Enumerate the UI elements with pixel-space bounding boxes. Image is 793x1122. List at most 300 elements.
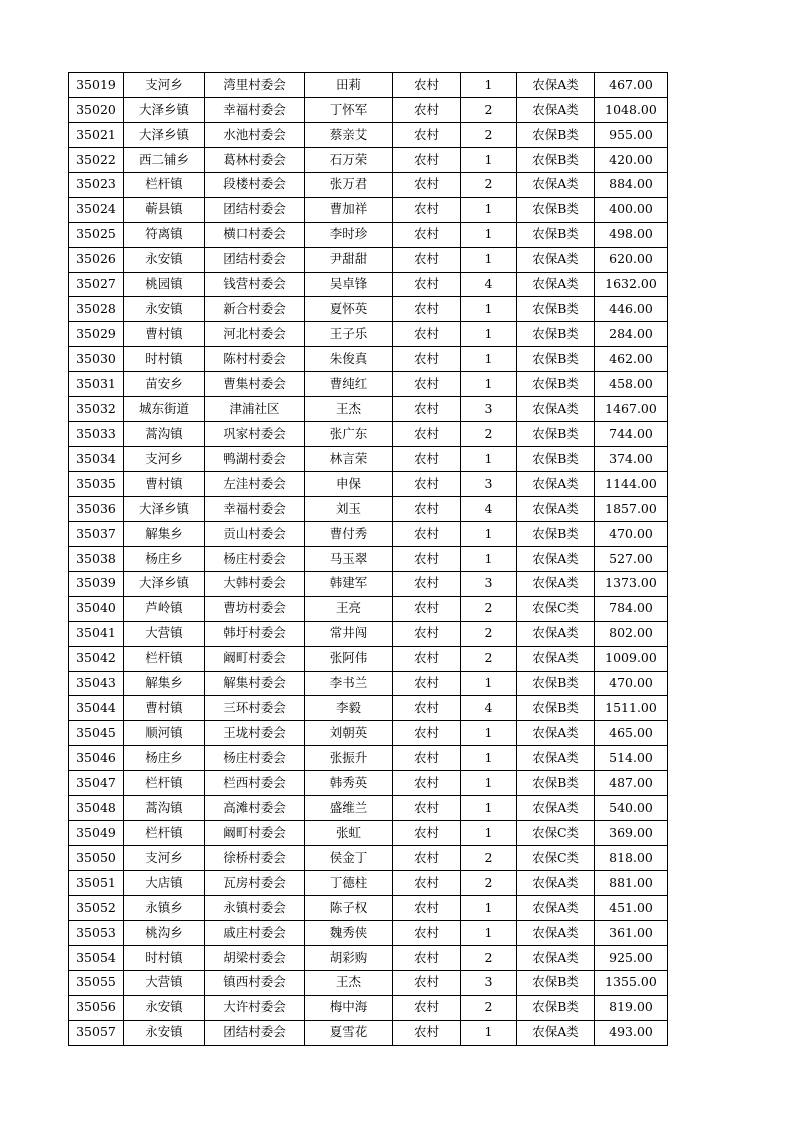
record-id-cell: 35051 <box>69 871 124 896</box>
table-row <box>69 521 668 546</box>
record-id-cell: 35049 <box>69 821 124 846</box>
village-committee-cell: 杨庄村委会 <box>205 546 305 571</box>
township-cell: 苗安乡 <box>124 372 205 397</box>
insurance-category-cell: 农保B类 <box>517 122 595 147</box>
township-cell: 杨庄乡 <box>124 746 205 771</box>
table-row <box>69 97 668 122</box>
village-committee-cell: 戚庄村委会 <box>205 920 305 945</box>
area-type-cell: 农村 <box>393 521 461 546</box>
record-id-cell: 35040 <box>69 596 124 621</box>
person-name-cell: 田莉 <box>305 73 393 98</box>
household-count-cell: 3 <box>461 397 517 422</box>
village-committee-cell: 王垅村委会 <box>205 721 305 746</box>
area-type-cell: 农村 <box>393 496 461 521</box>
table-row <box>69 272 668 297</box>
area-type-cell: 农村 <box>393 746 461 771</box>
insurance-category-cell: 农保A类 <box>517 621 595 646</box>
household-count-cell: 1 <box>461 746 517 771</box>
insurance-category-cell: 农保B类 <box>517 970 595 995</box>
record-id-cell: 35022 <box>69 147 124 172</box>
insurance-category-cell: 农保B类 <box>517 147 595 172</box>
person-name-cell: 李书兰 <box>305 671 393 696</box>
household-count-cell: 1 <box>461 73 517 98</box>
village-committee-cell: 贡山村委会 <box>205 521 305 546</box>
household-count-cell: 4 <box>461 496 517 521</box>
person-name-cell: 张虹 <box>305 821 393 846</box>
township-cell: 城东街道 <box>124 397 205 422</box>
township-cell: 桃园镇 <box>124 272 205 297</box>
village-committee-cell: 段楼村委会 <box>205 172 305 197</box>
insurance-category-cell: 农保B类 <box>517 322 595 347</box>
area-type-cell: 农村 <box>393 571 461 596</box>
amount-cell: 470.00 <box>595 521 668 546</box>
amount-cell: 1009.00 <box>595 646 668 671</box>
household-count-cell: 1 <box>461 1020 517 1045</box>
table-row <box>69 422 668 447</box>
area-type-cell: 农村 <box>393 945 461 970</box>
person-name-cell: 韩秀英 <box>305 771 393 796</box>
household-count-cell: 2 <box>461 646 517 671</box>
amount-cell: 458.00 <box>595 372 668 397</box>
household-count-cell: 1 <box>461 546 517 571</box>
village-committee-cell: 津浦社区 <box>205 397 305 422</box>
record-id-cell: 35030 <box>69 347 124 372</box>
area-type-cell: 农村 <box>393 696 461 721</box>
insurance-category-cell: 农保B类 <box>517 422 595 447</box>
person-name-cell: 张万君 <box>305 172 393 197</box>
township-cell: 大营镇 <box>124 621 205 646</box>
township-cell: 栏杆镇 <box>124 821 205 846</box>
insurance-category-cell: 农保B类 <box>517 297 595 322</box>
village-committee-cell: 横口村委会 <box>205 222 305 247</box>
amount-cell: 1373.00 <box>595 571 668 596</box>
record-id-cell: 35027 <box>69 272 124 297</box>
household-count-cell: 1 <box>461 372 517 397</box>
table-row <box>69 621 668 646</box>
record-id-cell: 35042 <box>69 646 124 671</box>
record-id-cell: 35044 <box>69 696 124 721</box>
person-name-cell: 侯金丁 <box>305 846 393 871</box>
area-type-cell: 农村 <box>393 871 461 896</box>
household-count-cell: 3 <box>461 970 517 995</box>
township-cell: 时村镇 <box>124 347 205 372</box>
area-type-cell: 农村 <box>393 970 461 995</box>
household-count-cell: 1 <box>461 147 517 172</box>
area-type-cell: 农村 <box>393 197 461 222</box>
person-name-cell: 曹纯红 <box>305 372 393 397</box>
amount-cell: 884.00 <box>595 172 668 197</box>
township-cell: 栏杆镇 <box>124 646 205 671</box>
record-id-cell: 35037 <box>69 521 124 546</box>
record-id-cell: 35036 <box>69 496 124 521</box>
area-type-cell: 农村 <box>393 920 461 945</box>
household-count-cell: 2 <box>461 945 517 970</box>
table-row <box>69 172 668 197</box>
record-id-cell: 35039 <box>69 571 124 596</box>
household-count-cell: 1 <box>461 447 517 472</box>
area-type-cell: 农村 <box>393 995 461 1020</box>
area-type-cell: 农村 <box>393 771 461 796</box>
table-row <box>69 222 668 247</box>
township-cell: 永安镇 <box>124 995 205 1020</box>
person-name-cell: 王杰 <box>305 397 393 422</box>
household-count-cell: 2 <box>461 97 517 122</box>
insurance-category-cell: 农保C类 <box>517 846 595 871</box>
household-count-cell: 1 <box>461 920 517 945</box>
village-committee-cell: 阚町村委会 <box>205 646 305 671</box>
village-committee-cell: 湾里村委会 <box>205 73 305 98</box>
table-row <box>69 546 668 571</box>
person-name-cell: 蔡亲艾 <box>305 122 393 147</box>
township-cell: 解集乡 <box>124 521 205 546</box>
person-name-cell: 张阿伟 <box>305 646 393 671</box>
township-cell: 曹村镇 <box>124 322 205 347</box>
amount-cell: 818.00 <box>595 846 668 871</box>
insurance-category-cell: 农保A类 <box>517 472 595 497</box>
household-count-cell: 4 <box>461 696 517 721</box>
table-row <box>69 895 668 920</box>
record-id-cell: 35025 <box>69 222 124 247</box>
record-id-cell: 35032 <box>69 397 124 422</box>
table-row <box>69 945 668 970</box>
township-cell: 芦岭镇 <box>124 596 205 621</box>
township-cell: 杨庄乡 <box>124 546 205 571</box>
township-cell: 西二铺乡 <box>124 147 205 172</box>
household-count-cell: 2 <box>461 596 517 621</box>
household-count-cell: 1 <box>461 222 517 247</box>
amount-cell: 361.00 <box>595 920 668 945</box>
township-cell: 蒿沟镇 <box>124 796 205 821</box>
table-row <box>69 596 668 621</box>
person-name-cell: 申保 <box>305 472 393 497</box>
village-committee-cell: 韩圩村委会 <box>205 621 305 646</box>
table-row <box>69 995 668 1020</box>
person-name-cell: 李毅 <box>305 696 393 721</box>
amount-cell: 1048.00 <box>595 97 668 122</box>
township-cell: 曹村镇 <box>124 472 205 497</box>
insurance-category-cell: 农保B类 <box>517 222 595 247</box>
record-id-cell: 35055 <box>69 970 124 995</box>
amount-cell: 465.00 <box>595 721 668 746</box>
household-count-cell: 1 <box>461 521 517 546</box>
table-row <box>69 871 668 896</box>
village-committee-cell: 左洼村委会 <box>205 472 305 497</box>
area-type-cell: 农村 <box>393 297 461 322</box>
person-name-cell: 张广东 <box>305 422 393 447</box>
insurance-category-cell: 农保A类 <box>517 945 595 970</box>
record-id-cell: 35046 <box>69 746 124 771</box>
township-cell: 解集乡 <box>124 671 205 696</box>
village-committee-cell: 团结村委会 <box>205 247 305 272</box>
record-id-cell: 35053 <box>69 920 124 945</box>
village-committee-cell: 永镇村委会 <box>205 895 305 920</box>
person-name-cell: 张振升 <box>305 746 393 771</box>
table-row <box>69 496 668 521</box>
village-committee-cell: 幸福村委会 <box>205 97 305 122</box>
township-cell: 大店镇 <box>124 871 205 896</box>
person-name-cell: 石万荣 <box>305 147 393 172</box>
insurance-category-cell: 农保B类 <box>517 671 595 696</box>
insurance-category-cell: 农保B类 <box>517 696 595 721</box>
record-id-cell: 35050 <box>69 846 124 871</box>
table-row <box>69 846 668 871</box>
person-name-cell: 曹付秀 <box>305 521 393 546</box>
person-name-cell: 韩建军 <box>305 571 393 596</box>
township-cell: 蒿沟镇 <box>124 422 205 447</box>
amount-cell: 802.00 <box>595 621 668 646</box>
amount-cell: 470.00 <box>595 671 668 696</box>
area-type-cell: 农村 <box>393 422 461 447</box>
table-row <box>69 322 668 347</box>
area-type-cell: 农村 <box>393 895 461 920</box>
table-row <box>69 73 668 98</box>
insurance-category-cell: 农保A类 <box>517 172 595 197</box>
record-id-cell: 35034 <box>69 447 124 472</box>
household-count-cell: 1 <box>461 322 517 347</box>
record-id-cell: 35054 <box>69 945 124 970</box>
person-name-cell: 王亮 <box>305 596 393 621</box>
area-type-cell: 农村 <box>393 222 461 247</box>
area-type-cell: 农村 <box>393 596 461 621</box>
insurance-category-cell: 农保B类 <box>517 771 595 796</box>
record-id-cell: 35035 <box>69 472 124 497</box>
record-id-cell: 35038 <box>69 546 124 571</box>
table-row <box>69 721 668 746</box>
area-type-cell: 农村 <box>393 272 461 297</box>
village-committee-cell: 新合村委会 <box>205 297 305 322</box>
village-committee-cell: 瓦房村委会 <box>205 871 305 896</box>
area-type-cell: 农村 <box>393 147 461 172</box>
record-id-cell: 35020 <box>69 97 124 122</box>
township-cell: 蕲县镇 <box>124 197 205 222</box>
amount-cell: 1511.00 <box>595 696 668 721</box>
township-cell: 大泽乡镇 <box>124 122 205 147</box>
person-name-cell: 王子乐 <box>305 322 393 347</box>
township-cell: 支河乡 <box>124 447 205 472</box>
amount-cell: 451.00 <box>595 895 668 920</box>
record-id-cell: 35023 <box>69 172 124 197</box>
household-count-cell: 2 <box>461 871 517 896</box>
area-type-cell: 农村 <box>393 322 461 347</box>
insurance-category-cell: 农保A类 <box>517 397 595 422</box>
person-name-cell: 刘朝英 <box>305 721 393 746</box>
township-cell: 顺河镇 <box>124 721 205 746</box>
village-committee-cell: 巩家村委会 <box>205 422 305 447</box>
record-id-cell: 35043 <box>69 671 124 696</box>
area-type-cell: 农村 <box>393 172 461 197</box>
village-committee-cell: 水池村委会 <box>205 122 305 147</box>
record-id-cell: 35052 <box>69 895 124 920</box>
household-count-cell: 3 <box>461 571 517 596</box>
person-name-cell: 夏怀英 <box>305 297 393 322</box>
amount-cell: 1857.00 <box>595 496 668 521</box>
person-name-cell: 林言荣 <box>305 447 393 472</box>
amount-cell: 1467.00 <box>595 397 668 422</box>
village-committee-cell: 杨庄村委会 <box>205 746 305 771</box>
amount-cell: 400.00 <box>595 197 668 222</box>
village-committee-cell: 阚町村委会 <box>205 821 305 846</box>
village-committee-cell: 曹集村委会 <box>205 372 305 397</box>
insurance-category-cell: 农保A类 <box>517 721 595 746</box>
area-type-cell: 农村 <box>393 372 461 397</box>
village-committee-cell: 幸福村委会 <box>205 496 305 521</box>
table-row <box>69 372 668 397</box>
record-id-cell: 35056 <box>69 995 124 1020</box>
person-name-cell: 王杰 <box>305 970 393 995</box>
insurance-category-cell: 农保A类 <box>517 272 595 297</box>
township-cell: 桃沟乡 <box>124 920 205 945</box>
household-count-cell: 1 <box>461 247 517 272</box>
table-row <box>69 746 668 771</box>
village-committee-cell: 曹坊村委会 <box>205 596 305 621</box>
village-committee-cell: 镇西村委会 <box>205 970 305 995</box>
table-row <box>69 671 668 696</box>
amount-cell: 498.00 <box>595 222 668 247</box>
village-committee-cell: 胡梁村委会 <box>205 945 305 970</box>
amount-cell: 925.00 <box>595 945 668 970</box>
insurance-category-cell: 农保A类 <box>517 496 595 521</box>
township-cell: 永安镇 <box>124 1020 205 1045</box>
amount-cell: 1632.00 <box>595 272 668 297</box>
record-id-cell: 35029 <box>69 322 124 347</box>
amount-cell: 493.00 <box>595 1020 668 1045</box>
amount-cell: 1355.00 <box>595 970 668 995</box>
record-id-cell: 35047 <box>69 771 124 796</box>
amount-cell: 881.00 <box>595 871 668 896</box>
area-type-cell: 农村 <box>393 846 461 871</box>
household-count-cell: 3 <box>461 472 517 497</box>
record-id-cell: 35021 <box>69 122 124 147</box>
person-name-cell: 丁德柱 <box>305 871 393 896</box>
table-row <box>69 696 668 721</box>
household-count-cell: 2 <box>461 172 517 197</box>
record-id-cell: 35019 <box>69 73 124 98</box>
record-id-cell: 35048 <box>69 796 124 821</box>
township-cell: 支河乡 <box>124 846 205 871</box>
village-committee-cell: 鸭湖村委会 <box>205 447 305 472</box>
record-id-cell: 35033 <box>69 422 124 447</box>
village-committee-cell: 三环村委会 <box>205 696 305 721</box>
table-row <box>69 1020 668 1045</box>
village-committee-cell: 河北村委会 <box>205 322 305 347</box>
township-cell: 永镇乡 <box>124 895 205 920</box>
person-name-cell: 尹甜甜 <box>305 247 393 272</box>
area-type-cell: 农村 <box>393 73 461 98</box>
insurance-category-cell: 农保A类 <box>517 871 595 896</box>
township-cell: 大泽乡镇 <box>124 571 205 596</box>
area-type-cell: 农村 <box>393 447 461 472</box>
household-count-cell: 1 <box>461 771 517 796</box>
person-name-cell: 李时珍 <box>305 222 393 247</box>
amount-cell: 374.00 <box>595 447 668 472</box>
area-type-cell: 农村 <box>393 796 461 821</box>
household-count-cell: 1 <box>461 721 517 746</box>
person-name-cell: 盛维兰 <box>305 796 393 821</box>
amount-cell: 784.00 <box>595 596 668 621</box>
area-type-cell: 农村 <box>393 546 461 571</box>
person-name-cell: 胡彩购 <box>305 945 393 970</box>
insurance-category-cell: 农保C类 <box>517 596 595 621</box>
person-name-cell: 梅中海 <box>305 995 393 1020</box>
area-type-cell: 农村 <box>393 821 461 846</box>
area-type-cell: 农村 <box>393 97 461 122</box>
village-committee-cell: 栏西村委会 <box>205 771 305 796</box>
insurance-category-cell: 农保A类 <box>517 546 595 571</box>
village-committee-cell: 解集村委会 <box>205 671 305 696</box>
insurance-category-cell: 农保B类 <box>517 447 595 472</box>
amount-cell: 744.00 <box>595 422 668 447</box>
area-type-cell: 农村 <box>393 1020 461 1045</box>
township-cell: 永安镇 <box>124 297 205 322</box>
area-type-cell: 农村 <box>393 671 461 696</box>
insurance-category-cell: 农保C类 <box>517 821 595 846</box>
person-name-cell: 刘玉 <box>305 496 393 521</box>
household-count-cell: 2 <box>461 846 517 871</box>
insurance-category-cell: 农保A类 <box>517 646 595 671</box>
amount-cell: 420.00 <box>595 147 668 172</box>
amount-cell: 955.00 <box>595 122 668 147</box>
person-name-cell: 吴卓锋 <box>305 272 393 297</box>
person-name-cell: 夏雪花 <box>305 1020 393 1045</box>
person-name-cell: 魏秀侠 <box>305 920 393 945</box>
amount-cell: 462.00 <box>595 347 668 372</box>
township-cell: 栏杆镇 <box>124 172 205 197</box>
insurance-category-cell: 农保A类 <box>517 920 595 945</box>
insurance-category-cell: 农保B类 <box>517 372 595 397</box>
insurance-category-cell: 农保B类 <box>517 995 595 1020</box>
table-row <box>69 970 668 995</box>
table-row <box>69 347 668 372</box>
household-count-cell: 1 <box>461 671 517 696</box>
record-id-cell: 35057 <box>69 1020 124 1045</box>
amount-cell: 819.00 <box>595 995 668 1020</box>
person-name-cell: 马玉翠 <box>305 546 393 571</box>
village-committee-cell: 大许村委会 <box>205 995 305 1020</box>
person-name-cell: 丁怀军 <box>305 97 393 122</box>
insurance-category-cell: 农保A类 <box>517 895 595 920</box>
household-count-cell: 2 <box>461 122 517 147</box>
township-cell: 永安镇 <box>124 247 205 272</box>
village-committee-cell: 钱营村委会 <box>205 272 305 297</box>
amount-cell: 369.00 <box>595 821 668 846</box>
amount-cell: 540.00 <box>595 796 668 821</box>
household-count-cell: 1 <box>461 821 517 846</box>
amount-cell: 467.00 <box>595 73 668 98</box>
person-name-cell: 常井闯 <box>305 621 393 646</box>
record-id-cell: 35045 <box>69 721 124 746</box>
insurance-category-cell: 农保A类 <box>517 1020 595 1045</box>
amount-cell: 1144.00 <box>595 472 668 497</box>
township-cell: 栏杆镇 <box>124 771 205 796</box>
table-row <box>69 571 668 596</box>
insurance-category-cell: 农保A类 <box>517 796 595 821</box>
amount-cell: 284.00 <box>595 322 668 347</box>
person-name-cell: 朱俊真 <box>305 347 393 372</box>
area-type-cell: 农村 <box>393 721 461 746</box>
amount-cell: 514.00 <box>595 746 668 771</box>
area-type-cell: 农村 <box>393 646 461 671</box>
table-row <box>69 147 668 172</box>
township-cell: 时村镇 <box>124 945 205 970</box>
record-id-cell: 35028 <box>69 297 124 322</box>
insurance-category-cell: 农保A类 <box>517 97 595 122</box>
insurance-category-cell: 农保B类 <box>517 521 595 546</box>
township-cell: 大泽乡镇 <box>124 97 205 122</box>
person-name-cell: 曹加祥 <box>305 197 393 222</box>
person-name-cell: 陈子权 <box>305 895 393 920</box>
household-count-cell: 1 <box>461 297 517 322</box>
area-type-cell: 农村 <box>393 347 461 372</box>
